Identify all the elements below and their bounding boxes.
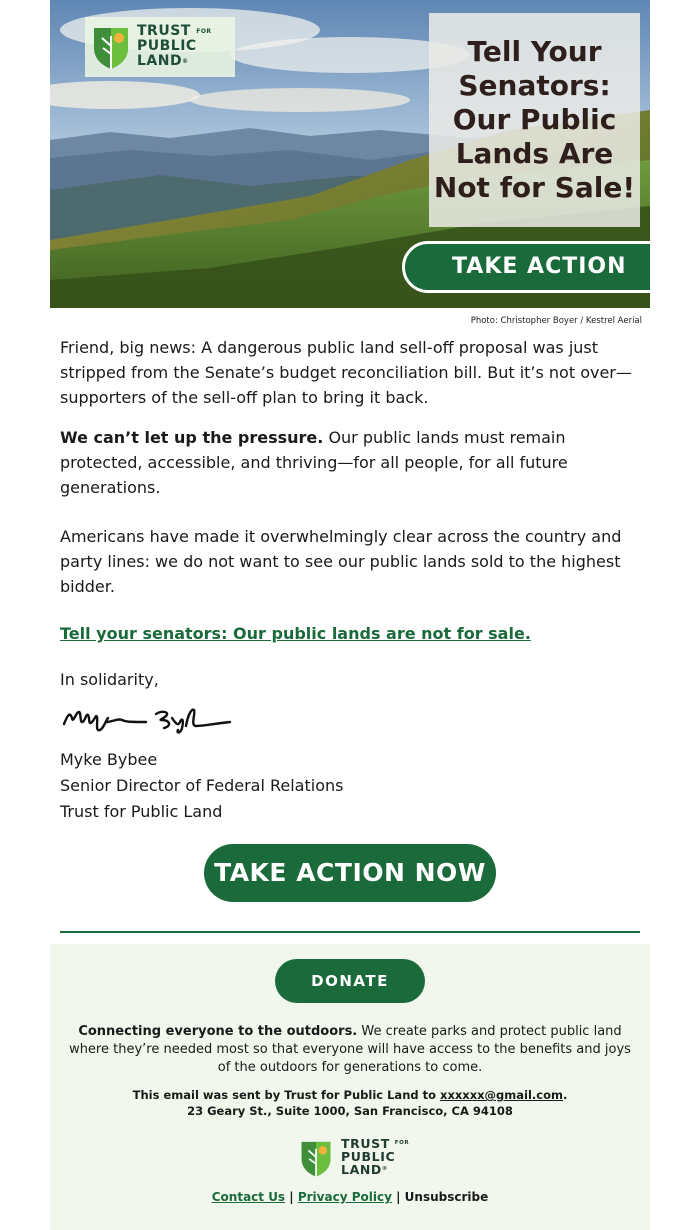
pressure-paragraph: We can’t let up the pressure. Our public lands must remain protected, accessible, and thriving—for all people, for all future generations. (60, 428, 568, 497)
privacy-policy-link[interactable]: Privacy Policy (297, 1190, 392, 1204)
tell-senators-link[interactable]: Tell your senators: Our public lands are not for sale. (60, 624, 531, 643)
logo-wordmark: TRUST $^{FOR}$ PUBLIC LAND® (137, 23, 212, 69)
leaf-shield-icon (91, 24, 131, 70)
donate-button[interactable]: DONATE (275, 959, 425, 1003)
headline: Tell Your Senators: Our Public Lands Are Not for Sale! (433, 35, 636, 204)
hero-banner (50, 0, 650, 308)
divider (60, 931, 640, 933)
signer-block (60, 747, 343, 825)
mailing-address: 23 Geary St., Suite 1000, San Francisco, CA 94108 (187, 1104, 513, 1118)
mission-statement: Connecting everyone to the outdoors. We create parks and protect public land where they’re needed most so that everyone will have access to the benefits and joys of the outdoors for generations to come. (69, 1024, 631, 1075)
closing-line: In solidarity, (60, 670, 159, 689)
sender-info: This email was sent by Trust for Public Land to xxxxxx@gmail.com. 23 Geary St., Suite 1000, San Francisco, CA 94108 (132, 1088, 568, 1118)
americans-paragraph: Americans have made it overwhelmingly clear across the country and party lines: we do not want to see our public lands sold to the highest bidder. (60, 527, 622, 596)
headline-panel (429, 13, 640, 227)
handwritten-signature (60, 700, 232, 736)
unsubscribe-link[interactable]: Unsubscribe (404, 1190, 489, 1204)
take-action-button[interactable]: TAKE ACTION (402, 241, 650, 293)
signer-org: Trust for Public Land (60, 802, 223, 821)
footer-links: Contact Us | Privacy Policy | Unsubscribe (211, 1190, 489, 1204)
contact-us-link[interactable]: Contact Us (211, 1190, 286, 1204)
intro-paragraph: Friend, big news: A dangerous public land sell-off proposal was just stripped from the Senate’s budget reconciliation bill. But it’s not over—supporters of the sell-off plan to bring it back. (60, 338, 632, 407)
leaf-shield-icon (299, 1138, 333, 1178)
photo-credit: Photo: Christopher Boyer / Kestrel Aerial (470, 316, 642, 326)
trust-for-public-land-logo (85, 17, 235, 77)
take-action-now-button[interactable]: TAKE ACTION NOW (204, 844, 496, 902)
footer-logo (299, 1136, 429, 1182)
signer-name: Myke Bybee (60, 750, 158, 769)
recipient-email-link[interactable]: xxxxxx@gmail.com (440, 1088, 563, 1102)
signer-title: Senior Director of Federal Relations (60, 776, 344, 795)
footer (50, 944, 650, 1230)
footer-logo-wordmark: TRUST $^{FOR}$ PUBLIC LAND® (341, 1136, 410, 1177)
